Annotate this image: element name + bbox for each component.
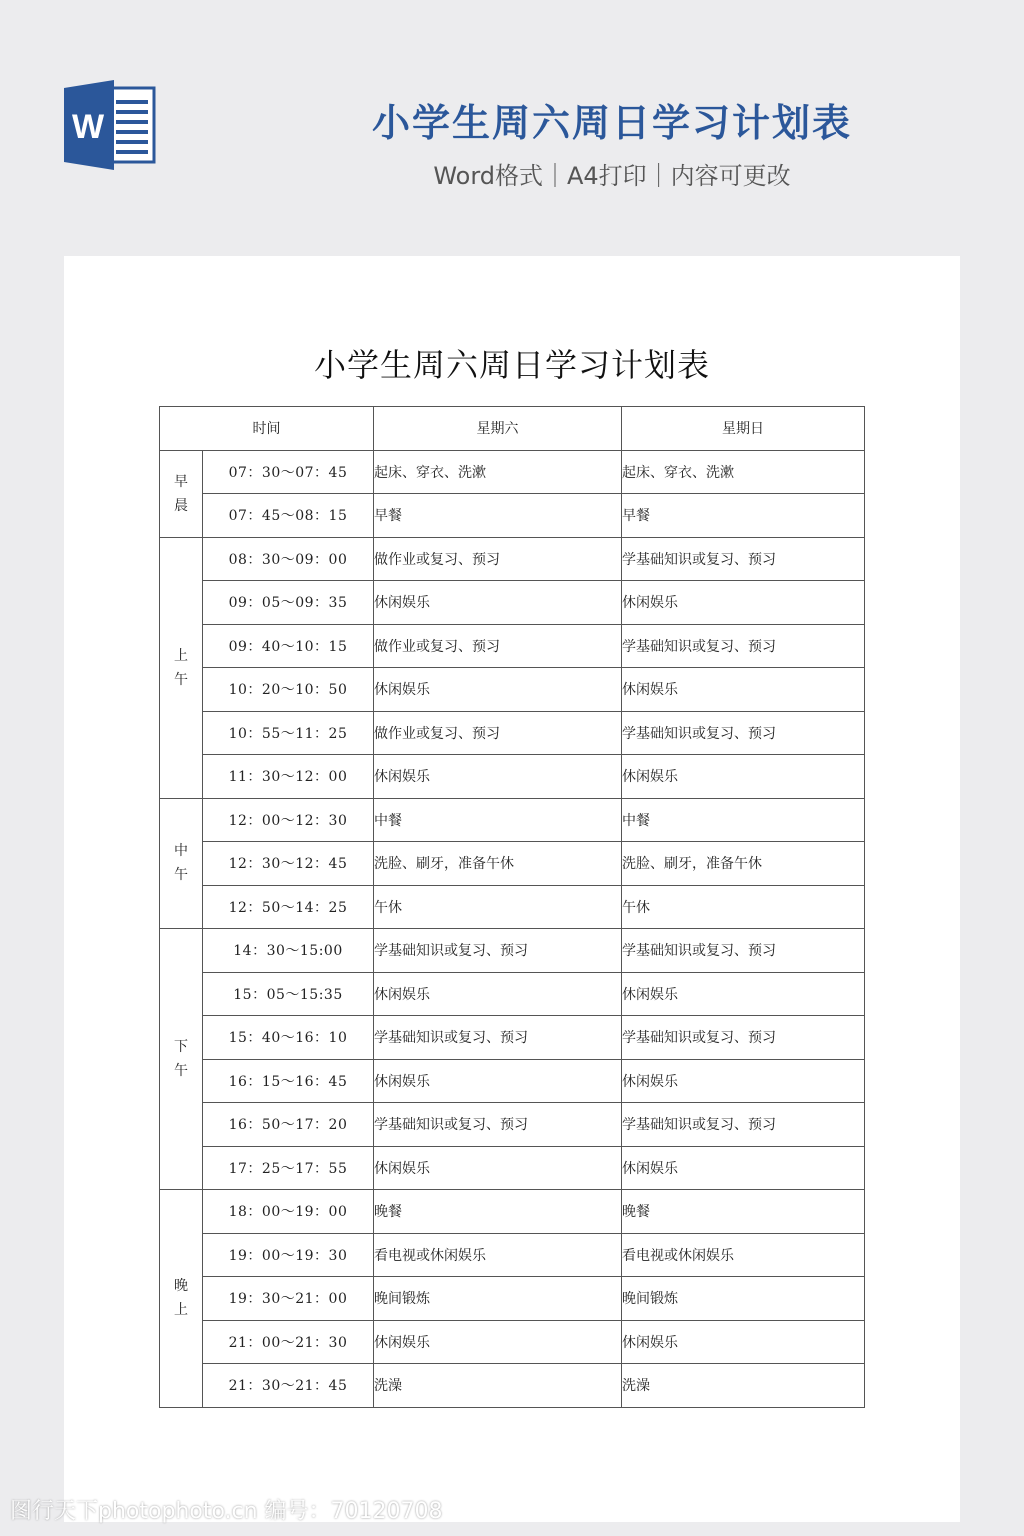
time-cell: 21：30～21：45 <box>203 1364 374 1408</box>
time-cell: 08：30～09：00 <box>203 537 374 581</box>
saturday-activity: 休闲娱乐 <box>374 1059 622 1103</box>
time-cell: 12：00～12：30 <box>203 798 374 842</box>
time-cell: 15：05～15:35 <box>203 972 374 1016</box>
time-cell: 16：50～17：20 <box>203 1103 374 1147</box>
table-row <box>160 494 865 538</box>
time-cell: 12：30～12：45 <box>203 842 374 886</box>
period-text: 早晨 <box>174 473 188 514</box>
table-row <box>160 885 865 929</box>
schedule-table <box>159 406 865 1408</box>
table-row <box>160 798 865 842</box>
column-header-time: 时间 <box>160 407 374 451</box>
time-cell: 14：30～15:00 <box>203 929 374 973</box>
document-title: 小学生周六周日学习计划表 <box>313 346 710 384</box>
saturday-activity: 学基础知识或复习、预习 <box>374 929 622 973</box>
sunday-activity: 休闲娱乐 <box>622 1059 865 1103</box>
time-cell: 16：15～16：45 <box>203 1059 374 1103</box>
word-logo-letter: W <box>71 108 105 146</box>
period-label <box>160 798 203 929</box>
table-row <box>160 972 865 1016</box>
sunday-activity: 休闲娱乐 <box>622 1320 865 1364</box>
period-label <box>160 450 203 537</box>
saturday-activity: 休闲娱乐 <box>374 755 622 799</box>
time-cell: 19：30～21：00 <box>203 1277 374 1321</box>
period-label <box>160 929 203 1190</box>
sunday-activity: 中餐 <box>622 798 865 842</box>
saturday-activity: 做作业或复习、预习 <box>374 711 622 755</box>
table-header-row <box>160 407 865 451</box>
table-row <box>160 929 865 973</box>
saturday-activity: 休闲娱乐 <box>374 1320 622 1364</box>
sunday-activity: 休闲娱乐 <box>622 581 865 625</box>
period-text: 下午 <box>174 1039 188 1079</box>
table-row <box>160 1277 865 1321</box>
time-cell: 09：05～09：35 <box>203 581 374 625</box>
sunday-activity: 早餐 <box>622 494 865 538</box>
sunday-activity: 晚间锻炼 <box>622 1277 865 1321</box>
saturday-activity: 中餐 <box>374 798 622 842</box>
sunday-activity: 晚餐 <box>622 1190 865 1234</box>
saturday-activity: 午休 <box>374 885 622 929</box>
sunday-activity: 学基础知识或复习、预习 <box>622 1103 865 1147</box>
period-text: 晚上 <box>174 1278 188 1319</box>
period-label <box>160 537 203 798</box>
time-cell: 12：50～14：25 <box>203 885 374 929</box>
saturday-activity: 晚餐 <box>374 1190 622 1234</box>
table-row <box>160 711 865 755</box>
time-cell: 09：40～10：15 <box>203 624 374 668</box>
time-cell: 11：30～12：00 <box>203 755 374 799</box>
table-row <box>160 668 865 712</box>
saturday-activity: 休闲娱乐 <box>374 1146 622 1190</box>
sunday-activity: 休闲娱乐 <box>622 755 865 799</box>
table-row <box>160 1059 865 1103</box>
document-page <box>64 256 960 1522</box>
table-row <box>160 1320 865 1364</box>
sunday-activity: 起床、穿衣、洗漱 <box>622 450 865 494</box>
column-header-saturday: 星期六 <box>374 407 622 451</box>
period-text: 上午 <box>174 647 188 688</box>
time-cell: 19：00～19：30 <box>203 1233 374 1277</box>
table-row <box>160 450 865 494</box>
table-row <box>160 755 865 799</box>
time-cell: 10：20～10：50 <box>203 668 374 712</box>
saturday-activity: 洗脸、刷牙，准备午休 <box>374 842 622 886</box>
word-icon <box>64 80 158 170</box>
time-cell: 21：00～21：30 <box>203 1320 374 1364</box>
table-row <box>160 1016 865 1060</box>
sunday-activity: 学基础知识或复习、预习 <box>622 624 865 668</box>
sunday-activity: 学基础知识或复习、预习 <box>622 1016 865 1060</box>
table-row <box>160 537 865 581</box>
table-row <box>160 624 865 668</box>
saturday-activity: 晚间锻炼 <box>374 1277 622 1321</box>
saturday-activity: 洗澡 <box>374 1364 622 1408</box>
table-row <box>160 842 865 886</box>
saturday-activity: 学基础知识或复习、预习 <box>374 1103 622 1147</box>
schedule-body <box>160 450 865 1407</box>
table-row <box>160 1190 865 1234</box>
table-row <box>160 1146 865 1190</box>
saturday-activity: 早餐 <box>374 494 622 538</box>
table-row <box>160 1233 865 1277</box>
time-cell: 17：25～17：55 <box>203 1146 374 1190</box>
saturday-activity: 起床、穿衣、洗漱 <box>374 450 622 494</box>
sunday-activity: 休闲娱乐 <box>622 668 865 712</box>
sunday-activity: 学基础知识或复习、预习 <box>622 929 865 973</box>
period-label <box>160 1190 203 1408</box>
table-row <box>160 581 865 625</box>
time-cell: 15：40～16：10 <box>203 1016 374 1060</box>
saturday-activity: 学基础知识或复习、预习 <box>374 1016 622 1060</box>
sunday-activity: 看电视或休闲娱乐 <box>622 1233 865 1277</box>
saturday-activity: 休闲娱乐 <box>374 972 622 1016</box>
sunday-activity: 学基础知识或复习、预习 <box>622 711 865 755</box>
header-title: 小学生周六周日学习计划表 <box>371 101 852 145</box>
period-text: 中午 <box>174 843 188 884</box>
header-subtitle: Word格式｜A4打印｜内容可更改 <box>433 162 791 190</box>
time-cell: 07：30～07：45 <box>203 450 374 494</box>
sunday-activity: 休闲娱乐 <box>622 1146 865 1190</box>
time-cell: 10：55～11：25 <box>203 711 374 755</box>
page-header <box>0 0 1024 240</box>
time-cell: 18：00～19：00 <box>203 1190 374 1234</box>
saturday-activity: 做作业或复习、预习 <box>374 537 622 581</box>
sunday-activity: 午休 <box>622 885 865 929</box>
table-row <box>160 1103 865 1147</box>
sunday-activity: 休闲娱乐 <box>622 972 865 1016</box>
column-header-sunday: 星期日 <box>622 407 865 451</box>
table-row <box>160 1364 865 1408</box>
saturday-activity: 看电视或休闲娱乐 <box>374 1233 622 1277</box>
time-cell: 07：45～08：15 <box>203 494 374 538</box>
saturday-activity: 休闲娱乐 <box>374 581 622 625</box>
watermark: 图行天下photophoto.cn 编号：70120708 <box>10 1499 443 1524</box>
sunday-activity: 洗脸、刷牙，准备午休 <box>622 842 865 886</box>
saturday-activity: 休闲娱乐 <box>374 668 622 712</box>
sunday-activity: 学基础知识或复习、预习 <box>622 537 865 581</box>
sunday-activity: 洗澡 <box>622 1364 865 1408</box>
saturday-activity: 做作业或复习、预习 <box>374 624 622 668</box>
